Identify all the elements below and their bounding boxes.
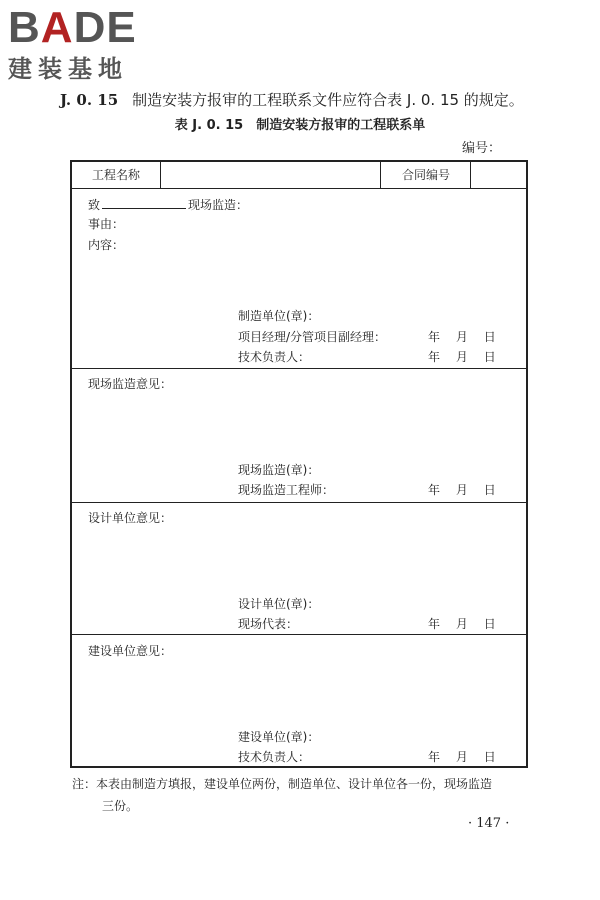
project-name-label: 工程名称 (92, 168, 141, 182)
owner-seal-label: 建设单位(章)： (238, 730, 320, 744)
manufacturer-seal-label: 制造单位(章)： (238, 309, 320, 323)
design-seal-label: 设计单位(章)： (238, 597, 320, 611)
clause-heading (60, 90, 524, 110)
section-divider (72, 502, 526, 503)
table-note (72, 773, 542, 817)
owner-opinion-label: 建设单位意见： (88, 644, 173, 658)
header-divider (380, 162, 381, 188)
design-opinion-label: 设计单位意见： (88, 511, 173, 525)
serial-number-label: 编号： (462, 141, 502, 156)
supervision-opinion-label: 现场监造意见： (88, 377, 173, 391)
clause-text: 制造安装方报审的工程联系文件应符合表 J. 0. 15 的规定。 (132, 91, 524, 109)
site-representative-label: 现场代表： (238, 617, 299, 631)
date-fields: 年 月 日 (428, 483, 496, 497)
date-fields: 年 月 日 (428, 350, 496, 364)
section-divider (72, 634, 526, 635)
supervision-engineer-label: 现场监造工程师： (238, 483, 335, 497)
tech-lead-label: 技术负责人： (238, 350, 311, 364)
clause-number: J. 0. 15 (60, 91, 119, 109)
header-divider (160, 162, 161, 188)
date-fields: 年 月 日 (428, 750, 496, 764)
date-fields: 年 月 日 (428, 617, 496, 631)
brand-subtitle: 建装基地 (8, 55, 128, 83)
addressee-line: 致 现场监造： (88, 198, 249, 212)
note-line-2: 三份。 (102, 799, 139, 813)
brand-logo: BADE (8, 3, 137, 52)
addressee-blank[interactable] (102, 196, 186, 209)
reason-label: 事由： (88, 217, 125, 231)
supervision-seal-label: 现场监造(章)： (238, 463, 320, 477)
owner-tech-lead-label: 技术负责人： (238, 750, 311, 764)
note-line-1: 注：本表由制造方填报，建设单位两份，制造单位、设计单位各一份，现场监造 (72, 777, 493, 791)
page-number: · 147 · (468, 816, 510, 831)
content-label: 内容： (88, 238, 125, 252)
header-divider (470, 162, 471, 188)
project-manager-label: 项目经理/分管项目副经理： (238, 330, 387, 344)
contract-no-label: 合同编号 (402, 168, 451, 182)
contact-form-table (70, 160, 528, 768)
date-fields: 年 月 日 (428, 330, 496, 344)
table-caption: 表 J. 0. 15 制造安装方报审的工程联系单 (174, 118, 426, 133)
header-bottom-line (72, 188, 526, 189)
section-divider (72, 368, 526, 369)
